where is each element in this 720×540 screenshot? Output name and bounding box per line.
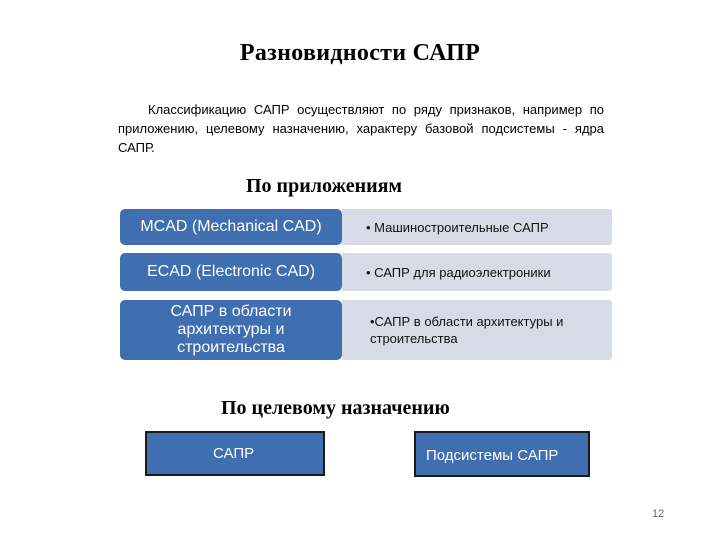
intro-text: Классификацию САПР осуществляют по ряду признаков, например по приложению, целевому назначению, характеру базовой подсистемы - ядра САПР. [118,102,604,155]
category-ecad: ECAD (Electronic CAD) [120,253,342,291]
box-cad-subsystems: Подсистемы САПР [414,431,590,477]
page-number: 12 [652,508,665,520]
description-architecture: •САПР в области архитектуры и строительства [342,300,612,360]
section-heading-by-purpose: По целевому назначению [221,397,450,419]
section-heading-by-application: По приложениям [246,175,403,197]
category-architecture: САПР в области архитектуры и строительства [120,300,342,360]
slide-title: Разновидности САПР [239,40,481,66]
description-mcad: • Машиностроительные САПР [342,209,612,245]
intro-paragraph [118,100,604,157]
description-ecad: • САПР для радиоэлектроники [342,253,612,291]
box-cad: САПР [145,431,325,476]
category-mcad: MCAD (Mechanical CAD) [120,209,342,245]
